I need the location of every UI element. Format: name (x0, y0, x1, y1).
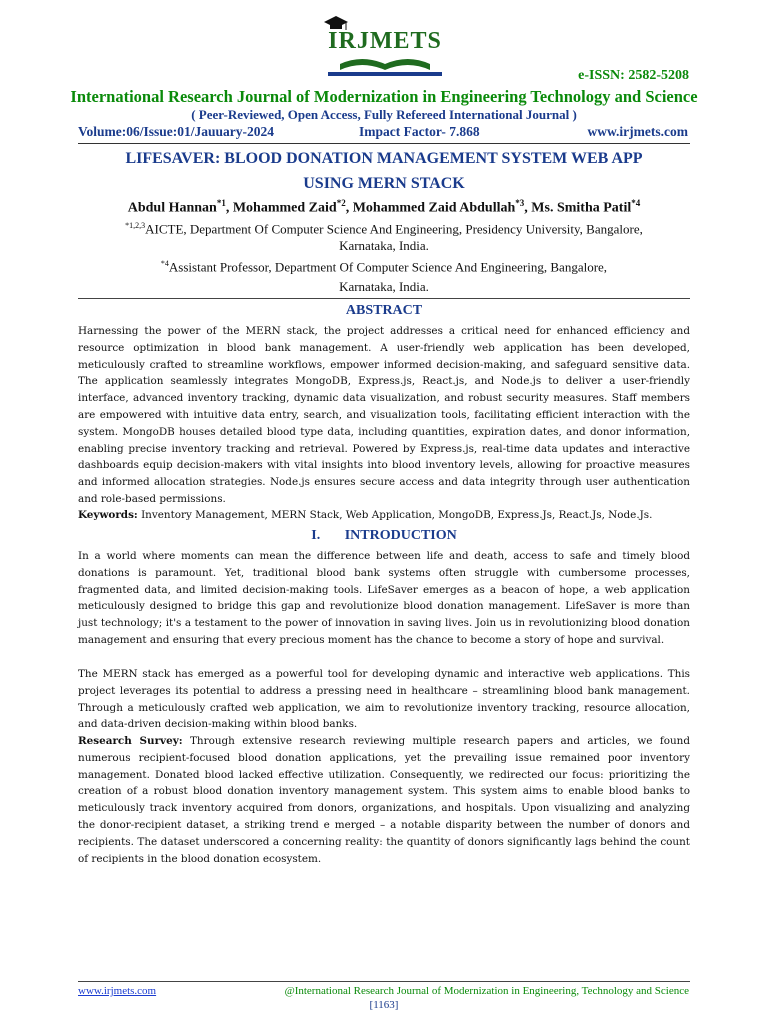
keywords-text: Inventory Management, MERN Stack, Web Application, MongoDB, Express.Js, React.Js, Node.Js. (137, 509, 653, 521)
footer-divider (78, 981, 690, 982)
research-survey-label: Research Survey: (78, 735, 183, 747)
intro-paragraph-3 (78, 733, 690, 867)
author-mark: *2 (336, 198, 346, 208)
eissn: e-ISSN: 2582-5208 (578, 68, 689, 83)
research-survey-text: Through extensive research reviewing multiple research papers and articles, we found numerous recipient-focused blood donation applications, yet the prevailing issue remained poor inventory management. Donated blood lacked effective utilization. Consequently, we redirected our focus: prioritizing the creation of a robust blood donation inventory management system. This system aims to enable blood banks to meticulously track inventory acquired from donors, organizations, and hospitals. Upon visualizing and analyzing the donor-recipient dataset, a striking trend e merged – a notable disparity between the number of donors and recipients. The dataset underscored a concerning reality: the quantity of donors significantly lags behind the count of recipients in the blood donation ecosystem. (78, 735, 690, 865)
abstract-text: Harnessing the power of the MERN stack, the project addresses a critical need for enhanced efficiency and resource optimization in blood bank management. A user-friendly web application has been developed, meticulously crafted to streamline workflows, empower informed decision-making, and safeguard sensitive data. The application seamlessly integrates MongoDB, Express.js, React.js, and Node.js to deliver a user-friendly interface, advanced inventory tracking, dynamic data visualization, and robust security measures. Staff members are empowered with intuitive data entry, search, and visualization tools, facilitating efficient interaction with the system. MongoDB houses detailed blood type data, including quantities, expiration dates, and donor information, enabling precise inventory tracking and retrieval. Powered by Express.js, real-time data updates and interactive dashboards equip decision-makers with vital insights into blood inventory levels, allowing for proactive measures and informed allocation strategies. Node.js ensures secure access and data integrity through user authentication and role-based permissions. (78, 325, 690, 505)
open-book-icon (340, 59, 430, 70)
issue-info-row (78, 124, 688, 142)
title-divider (78, 298, 690, 299)
affiliation-text: Assistant Professor, Department Of Computer Science And Engineering, Bangalore, (168, 259, 608, 275)
author-mark: *3 (515, 198, 525, 208)
intro-paragraph-1: In a world where moments can mean the difference between life and death, access to safe and timely blood donations is paramount. Yet, traditional blood bank systems often struggle with cumbersome processes, fragmented data, and limited decision-making tools. LifeSaver emerges as a beacon of hope, a web application meticulously designed to bridge this gap and revolutionize blood donation management. LifeSaver is more than just technology; it's a testament to the power of innovation in saving lives. Join us in revolutionizing blood donation management and ensuring that every precious moment has the chance to become a story of hope and survival. (78, 550, 690, 646)
affiliation-mark: *4 (160, 259, 169, 268)
affiliation-1-line1 (0, 221, 768, 237)
paper-title-line1: LIFESAVER: BLOOD DONATION MANAGEMENT SYSTEM WEB APP (125, 150, 643, 167)
header-divider (78, 143, 690, 144)
affiliation-mark: *1,2,3 (125, 221, 146, 230)
peer-review-note: ( Peer-Reviewed, Open Access, Fully Refereed International Journal ) (191, 107, 577, 122)
journal-logo (318, 12, 452, 78)
author-list: Abdul Hannan$^{*1}$, Mohammed Zaid$^{*2}$, Mohammed Zaid Abdullah$^{*3}$, Ms. Smitha Patil$^{*4}$ (127, 198, 641, 216)
paper-title-line2: USING MERN STACK (303, 175, 465, 192)
volume-issue: Volume:06/Issue:01/Jauuary-2024 (78, 124, 275, 139)
impact-factor: Impact Factor- 7.868 (359, 124, 480, 139)
introduction-heading: I. INTRODUCTION (311, 528, 457, 543)
author-name: Mohammed Zaid (232, 200, 337, 216)
author-name: Ms. Smitha Patil (531, 200, 632, 216)
affiliation-2-line2: Karnataka, India. (339, 279, 429, 294)
logo-text: IRJMETS (328, 28, 442, 54)
author-mark: *1 (216, 198, 226, 208)
author-mark: *4 (631, 198, 641, 208)
journal-name: International Research Journal of Modernization in Engineering Technology and Science (70, 87, 698, 106)
affiliation-2-line1 (0, 259, 768, 275)
abstract-heading: ABSTRACT (345, 303, 423, 318)
footer-copyright: @International Research Journal of Modernization in Engineering, Technology and Science (284, 985, 689, 997)
author-name: Abdul Hannan (127, 200, 217, 216)
affiliation-text: AICTE, Department Of Computer Science And Engineering, Presidency University, Bangalore, (145, 221, 643, 237)
intro-paragraph-2: The MERN stack has emerged as a powerful tool for developing dynamic and interactive web applications. This project leverages its potential to address a pressing need in healthcare – streamlining blood bank management. Through a meticulously crafted web application, we aim to revolutionize inventory tracking, resource allocation, and data-driven decision-making within blood banks. (78, 668, 690, 731)
page-number: [1163] (369, 999, 399, 1011)
footer-website-link[interactable]: www.irjmets.com (78, 985, 157, 997)
keywords-label: Keywords: (78, 509, 138, 521)
author-name: Mohammed Zaid Abdullah (352, 200, 516, 216)
affiliation-1-line2: Karnataka, India. (339, 238, 429, 253)
keywords (78, 507, 690, 524)
journal-website-link[interactable]: www.irjmets.com (587, 124, 688, 139)
